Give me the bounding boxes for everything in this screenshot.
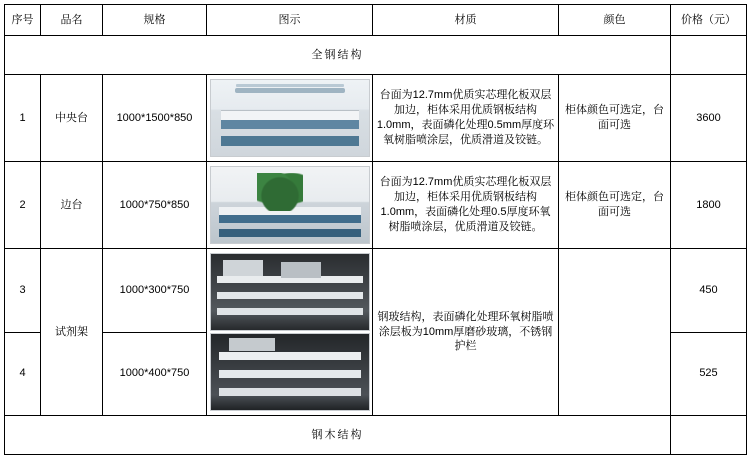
row-name: 试剂架 xyxy=(41,249,103,416)
row-spec: 1000*400*750 xyxy=(103,332,207,416)
header-spec: 规格 xyxy=(103,5,207,36)
row-spec: 1000*1500*850 xyxy=(103,75,207,162)
row-image-cell xyxy=(207,75,373,162)
table-row xyxy=(5,249,747,333)
row-price: 525 xyxy=(671,332,747,416)
row-material: 钢玻结构，表面磷化处理环氧树脂喷涂层板为10mm厚磨砂玻璃，不锈钢护栏 xyxy=(373,249,559,416)
reagent-rack-photo-2 xyxy=(210,333,370,411)
row-name: 中央台 xyxy=(41,75,103,162)
row-spec: 1000*300*750 xyxy=(103,249,207,333)
central-lab-bench-photo xyxy=(210,79,370,157)
row-seq: 4 xyxy=(5,332,41,416)
row-color: 柜体颜色可选定，台面可选 xyxy=(559,75,671,162)
side-lab-bench-photo xyxy=(210,166,370,244)
section-row-steel-wood xyxy=(5,416,747,455)
row-price: 3600 xyxy=(671,75,747,162)
row-seq: 2 xyxy=(5,162,41,249)
section-price-blank-all-steel xyxy=(671,36,747,75)
table-body xyxy=(5,36,747,455)
table-row xyxy=(5,75,747,162)
table-header xyxy=(5,5,747,36)
product-price-table xyxy=(4,4,747,455)
row-image-cell xyxy=(207,249,373,416)
row-image-cell xyxy=(207,162,373,249)
header-price: 价格（元） xyxy=(671,5,747,36)
section-price-blank-steel-wood xyxy=(671,416,747,455)
header-name: 品名 xyxy=(41,5,103,36)
reagent-rack-photo-1 xyxy=(210,253,370,331)
row-price: 1800 xyxy=(671,162,747,249)
header-color: 颜色 xyxy=(559,5,671,36)
row-spec: 1000*750*850 xyxy=(103,162,207,249)
row-price: 450 xyxy=(671,249,747,333)
row-seq: 1 xyxy=(5,75,41,162)
row-seq: 3 xyxy=(5,249,41,333)
row-material: 台面为12.7mm优质实芯理化板双层加边，柜体采用优质钢板结构1.0mm，表面磷化处理0.5mm厚度环氧树脂喷涂层，优质滑道及铰链。 xyxy=(373,75,559,162)
section-row-all-steel xyxy=(5,36,747,75)
row-name: 边台 xyxy=(41,162,103,249)
table-row xyxy=(5,162,747,249)
row-color: 柜体颜色可选定，台面可选 xyxy=(559,162,671,249)
header-row xyxy=(5,5,747,36)
header-material: 材质 xyxy=(373,5,559,36)
section-title-all-steel: 全钢结构 xyxy=(5,36,671,75)
section-title-steel-wood: 钢木结构 xyxy=(5,416,671,455)
row-material: 台面为12.7mm优质实芯理化板双层加边，柜体采用优质钢板结构1.0mm，表面磷化处理0.5厚度环氧树脂喷涂层，优质滑道及铰链。 xyxy=(373,162,559,249)
row-color xyxy=(559,249,671,416)
header-seq: 序号 xyxy=(5,5,41,36)
header-image: 图示 xyxy=(207,5,373,36)
